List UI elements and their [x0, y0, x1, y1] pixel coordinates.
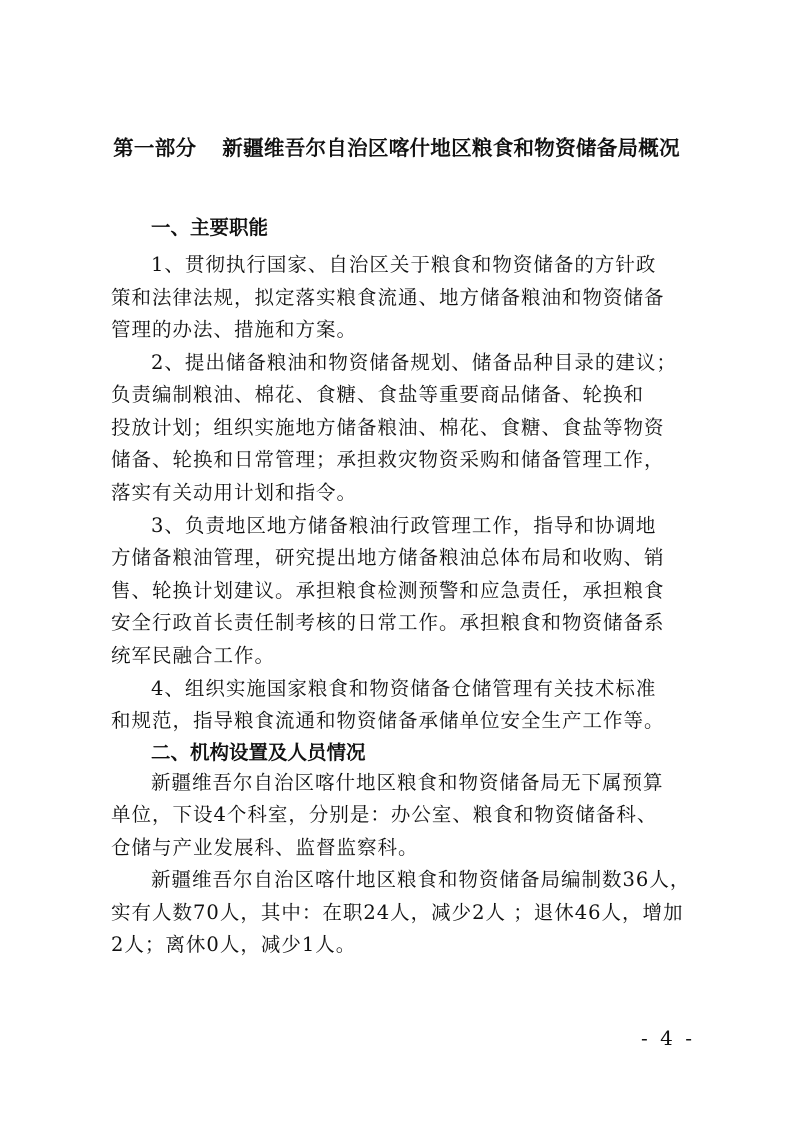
paragraph-line: 和规范，指导粮食流通和物资储备承储单位安全生产工作等。	[111, 709, 665, 732]
paragraph-line: 1、贯彻执行国家、自治区关于粮食和物资储备的方针政	[151, 253, 657, 276]
paragraph-line: 管理的办法、措施和方案。	[111, 318, 358, 341]
paragraph-line: 策和法律法规，拟定落实粮食流通、地方储备粮油和物资储备	[111, 286, 665, 309]
page-number: - 4 -	[641, 1026, 695, 1050]
section-heading-functions: 一、主要职能	[151, 216, 269, 239]
paragraph-line: 4、组织实施国家粮食和物资储备仓储管理有关技术标准	[151, 677, 657, 700]
paragraph-line: 储备、轮换和日常管理；承担救灾物资采购和储备管理工作，	[111, 448, 665, 471]
paragraph-line: 安全行政首长责任制考核的日常工作。承担粮食和物资储备系	[111, 611, 665, 634]
paragraph-line: 新疆维吾尔自治区喀什地区粮食和物资储备局编制数36人，	[151, 868, 691, 891]
paragraph-line: 统军民融合工作。	[111, 644, 276, 667]
paragraph-line: 仓储与产业发展科、监督监察科。	[111, 836, 419, 859]
paragraph-line: 负责编制粮油、棉花、食糖、食盐等重要商品储备、轮换和	[111, 383, 645, 406]
paragraph-line: 单位，下设4个科室，分别是：办公室、粮食和物资储备科、	[111, 803, 658, 826]
document-title	[0, 131, 793, 161]
paragraph-line: 2人；离休0人，减少1人。	[111, 933, 357, 956]
paragraph-line: 方储备粮油管理，研究提出地方储备粮油总体布局和收购、销	[111, 546, 665, 569]
paragraph-line: 2、提出储备粮油和物资储备规划、储备品种目录的建议；	[151, 351, 677, 374]
title-text: 新疆维吾尔自治区喀什地区粮食和物资储备局概况	[222, 136, 680, 160]
paragraph-line: 落实有关动用计划和指令。	[111, 481, 358, 504]
paragraph-line: 实有人数70人，其中：在职24人，减少2人 ；退休46人，增加	[111, 901, 684, 924]
paragraph-line: 3、负责地区地方储备粮油行政管理工作，指导和协调地	[151, 514, 657, 537]
paragraph-line: 新疆维吾尔自治区喀什地区粮食和物资储备局无下属预算	[151, 771, 664, 794]
title-part: 第一部分	[113, 136, 197, 160]
paragraph-line: 售、轮换计划建议。承担粮食检测预警和应急责任，承担粮食	[111, 579, 665, 602]
section-heading-organization: 二、机构设置及人员情况	[151, 741, 366, 764]
paragraph-line: 投放计划；组织实施地方储备粮油、棉花、食糖、食盐等物资	[111, 416, 665, 439]
